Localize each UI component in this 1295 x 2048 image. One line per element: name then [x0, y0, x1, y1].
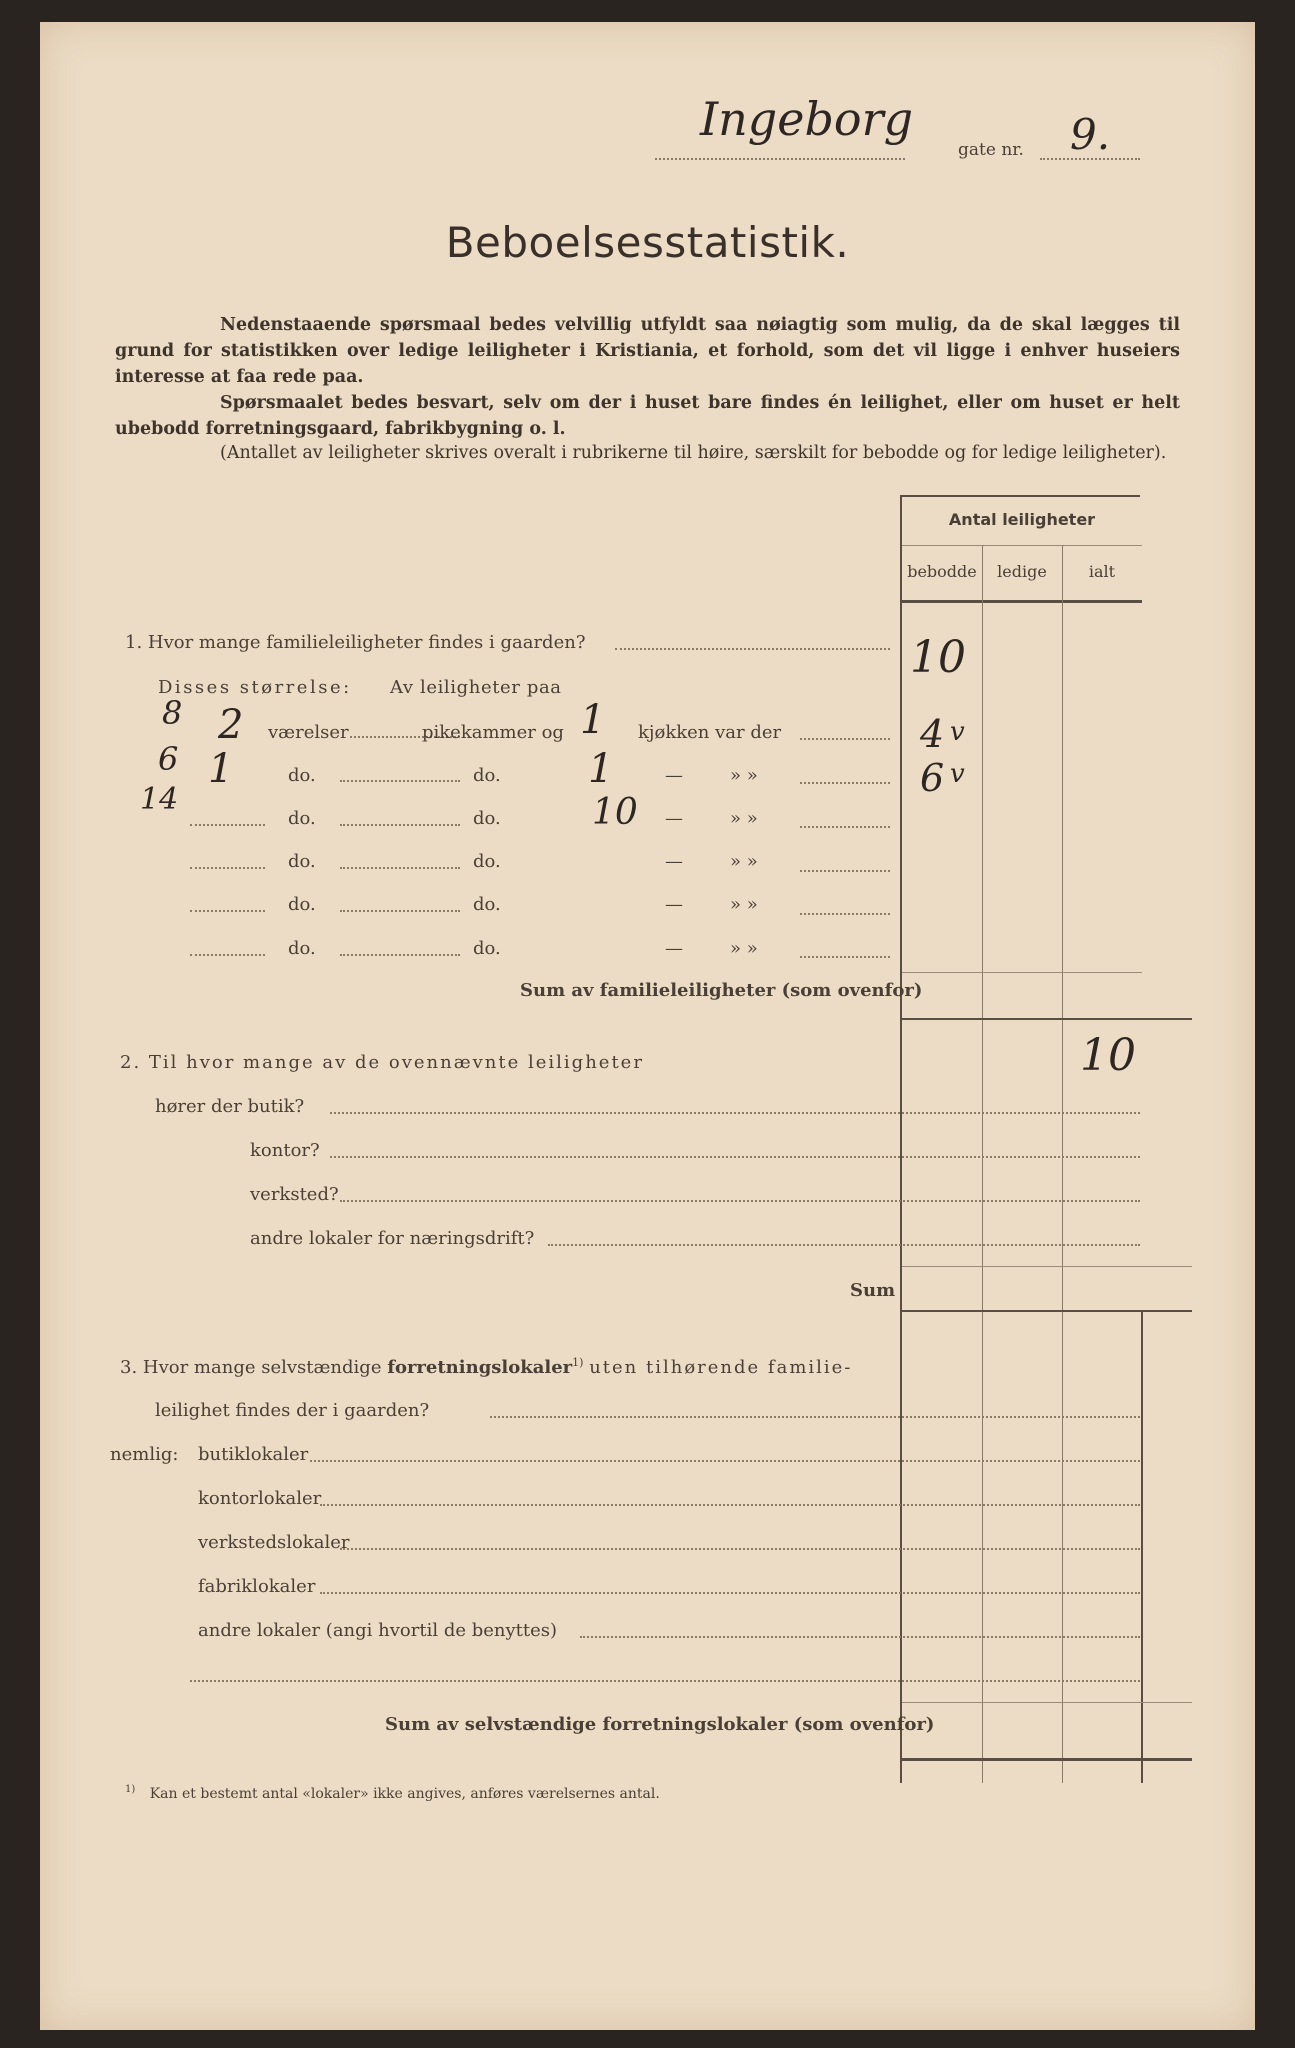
size-row-3-kitchen: 10: [592, 792, 638, 833]
size-row-2-quote: » »: [730, 765, 758, 786]
footnote-mark: 1): [125, 1784, 136, 1795]
table-header-rule: [902, 600, 1142, 603]
q3-label-a: 3. Hvor mange selvstændige: [120, 1357, 382, 1378]
size-row-1-kitchen-label: kjøkken var der: [638, 722, 782, 743]
q2-sum-top-rule: [902, 1266, 1192, 1267]
q1-sizes-sub: Av leiligheter paa: [390, 677, 562, 698]
q2-sum-label: Sum: [850, 1280, 896, 1301]
table-col-rule-1: [982, 545, 983, 1783]
q3-item-butiklokaler-leader: [310, 1460, 1140, 1462]
intro-paragraph-1: Nedenstaaende spørsmaal bedes velvillig utfyldt saa nøiagtig som mulig, da de skal lægges til grund for statistikken over ledige leiligheter i Kristiania, et forhold, som det vil ligge i enhver huseiers interesse at faa rede paa.: [115, 315, 1180, 387]
intro-paragraph-2: Spørsmaalet bedes besvart, selv om der i huset bare findes én leilighet, eller om huset er helt ubebodd forretningsgaard, fabrikbygning o. l.: [115, 393, 1180, 439]
page-title: Beboelsesstatistik.: [445, 218, 850, 267]
size-row-3-leader: [800, 826, 890, 828]
q3-label-leader: [490, 1416, 1140, 1418]
size-row-4-rooms-blank: [190, 867, 265, 869]
size-row-1-pike-label: pikekammer og: [422, 722, 564, 743]
table-left-rule: [900, 495, 902, 1783]
q3-sum-bottom-rule: [902, 1758, 1192, 1761]
q1-label: 1. Hvor mange familieleiligheter findes i gaarden?: [125, 632, 586, 653]
q2-sum-bottom-rule: [902, 1310, 1192, 1312]
size-row-5-dash: —: [665, 894, 683, 915]
size-row-2-rooms: 1: [208, 746, 234, 792]
q3-extra-line: [190, 1680, 1140, 1682]
gate-number: 9.: [1070, 110, 1111, 159]
table-col-rule-2: [1062, 545, 1063, 1783]
size-row-6-quote: » »: [730, 938, 758, 959]
table-subheader-rule: [902, 545, 1142, 546]
size-row-1-kitchen: 1: [580, 697, 606, 743]
street-underline: [655, 158, 905, 160]
q1-sum-top-rule: [902, 972, 1142, 973]
q3-item-kontorlokaler: kontorlokaler: [198, 1488, 322, 1509]
size-row-4-do-2: do.: [473, 851, 501, 872]
q3-item-verkstedslokaler-leader: [340, 1548, 1140, 1550]
q2-item-andre-leader: [548, 1244, 1140, 1246]
size-row-2-dash: —: [665, 765, 683, 786]
size-row-3-do: do.: [288, 808, 316, 829]
size-row-1-margin: 8: [162, 694, 183, 732]
footnote-text: Kan et bestemt antal «lokaler» ikke angives, anføres værelsernes antal.: [149, 1785, 660, 1802]
size-row-2-bebodde: 6: [920, 756, 945, 800]
q2-answer-ialt: 10: [1080, 1030, 1136, 1081]
q2-item-butik-leader: [330, 1112, 1140, 1114]
size-row-4-blank: [340, 867, 460, 869]
q1-answer-bebodde: 10: [910, 632, 966, 683]
size-row-1-bebodde: 4: [920, 712, 945, 756]
size-row-5-do: do.: [288, 894, 316, 915]
q2-item-butik: hører der butik?: [155, 1096, 305, 1117]
size-row-5-quote: » »: [730, 894, 758, 915]
q2-item-verksted: verksted?: [250, 1184, 339, 1205]
size-row-1-rooms-label: værelser: [268, 722, 349, 743]
q3-sum-top-rule: [902, 1702, 1192, 1703]
q3-item-butiklokaler: butiklokaler: [198, 1444, 309, 1465]
size-row-3-quote: » »: [730, 808, 758, 829]
q1-sizes-label: Disses størrelse:: [158, 677, 352, 698]
q3-sum-label-text: Sum av selvstændige forretningslokaler (som ovenfor): [385, 1714, 935, 1735]
size-row-5-do-2: do.: [473, 894, 501, 915]
q3-item-fabriklokaler: fabriklokaler: [198, 1576, 316, 1597]
size-row-4-dash: —: [665, 851, 683, 872]
size-row-3-blank: [340, 824, 460, 826]
col-header-ledige: ledige: [997, 562, 1047, 581]
q1-sum-bottom-rule: [902, 1018, 1192, 1020]
size-row-1-leader: [800, 738, 890, 740]
size-row-5-leader: [800, 913, 890, 915]
q2-item-kontor: kontor?: [250, 1140, 320, 1161]
size-row-6-blank: [340, 954, 460, 956]
size-row-2-margin: 6: [158, 740, 179, 778]
table-group-header: Antal leiligheter: [948, 510, 1096, 529]
q3-item-fabriklokaler-leader: [320, 1592, 1140, 1594]
q2-label: 2. Til hvor mange av de ovennævnte leiligheter: [120, 1052, 644, 1073]
q3-nemlig: nemlig:: [110, 1444, 179, 1465]
street-name: Ingeborg: [700, 92, 914, 146]
q3-label-d: leilighet findes der i gaarden?: [155, 1400, 430, 1421]
q3-label: [120, 1356, 852, 1378]
q1-sum-label: [520, 980, 922, 1001]
size-row-2-blank: [340, 780, 460, 782]
size-row-6-do: do.: [288, 938, 316, 959]
size-row-6-do-2: do.: [473, 938, 501, 959]
q3-item-andre: andre lokaler (angi hvortil de benyttes): [198, 1620, 558, 1641]
size-row-2-do-2: do.: [473, 765, 501, 786]
size-row-1-rooms: 2: [218, 702, 244, 748]
q3-item-verkstedslokaler: verkstedslokaler: [198, 1532, 350, 1553]
size-row-3-rooms-blank: [190, 824, 265, 826]
q3-label-b: forretningslokaler: [387, 1357, 573, 1378]
gate-underline: [1040, 158, 1140, 160]
form-sheet: [40, 22, 1255, 2030]
q2-item-verksted-leader: [340, 1200, 1140, 1202]
size-row-6-dash: —: [665, 938, 683, 959]
q1-leader: [615, 648, 890, 650]
size-row-1-check: v: [950, 717, 965, 747]
q3-footnote-ref: 1): [572, 1356, 584, 1369]
size-row-2-kitchen: 1: [588, 746, 614, 792]
footnote: [125, 1784, 660, 1802]
table-right-rule: [1141, 1312, 1143, 1783]
q3-label-c: uten tilhørende familie-: [589, 1357, 853, 1378]
size-row-3-dash: —: [665, 808, 683, 829]
size-row-4-do: do.: [288, 851, 316, 872]
size-row-6-rooms-blank: [190, 954, 265, 956]
size-row-6-leader: [800, 956, 890, 958]
size-row-4-quote: » »: [730, 851, 758, 872]
size-row-2-leader: [800, 782, 890, 784]
gate-label: gate nr.: [958, 140, 1024, 160]
size-row-2-check: v: [950, 759, 965, 789]
table-top-rule: [900, 495, 1140, 497]
q3-item-andre-leader: [580, 1636, 1140, 1638]
size-row-5-blank: [340, 910, 460, 912]
size-row-4-leader: [800, 870, 890, 872]
col-header-ialt: ialt: [1088, 562, 1116, 581]
q2-item-kontor-leader: [330, 1156, 1140, 1158]
col-header-bebodde: bebodde: [907, 562, 977, 581]
size-row-3-margin: 14: [140, 782, 179, 817]
size-row-5-rooms-blank: [190, 910, 265, 912]
q3-sum-label: [385, 1714, 934, 1735]
q3-item-kontorlokaler-leader: [320, 1504, 1140, 1506]
q2-item-andre: andre lokaler for næringsdrift?: [250, 1228, 535, 1249]
q1-sum-label-text: Sum av familieleiligheter (som ovenfor): [520, 980, 923, 1001]
size-row-2-do: do.: [288, 765, 316, 786]
intro-paragraph-3: (Antallet av leiligheter skrives overalt i rubrikerne til høire, særskilt for bebodde og for ledige leiligheter).: [220, 443, 1167, 463]
size-row-3-do-2: do.: [473, 808, 501, 829]
